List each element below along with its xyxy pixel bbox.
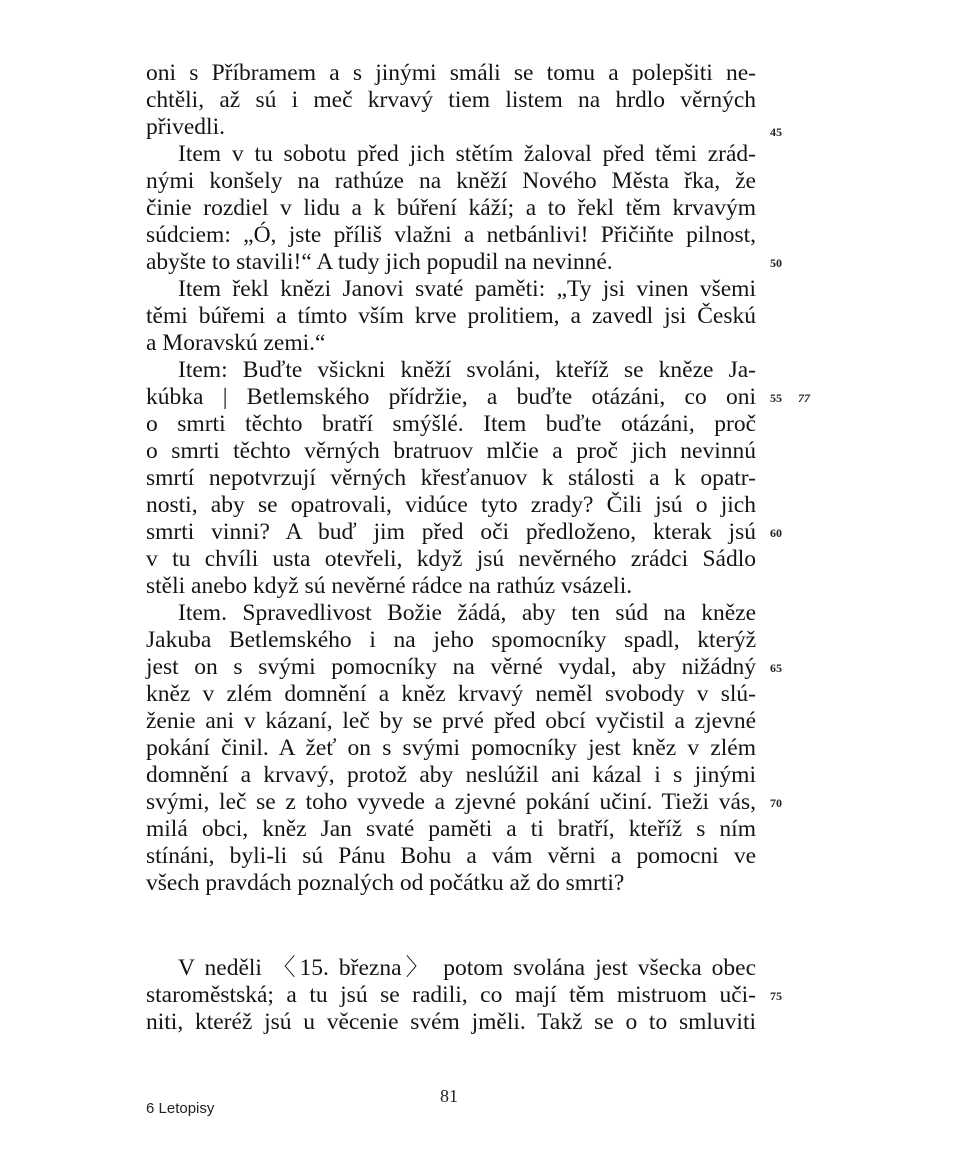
text-line: jest on s svými pomocníky na věrné vydal, aby nižádný [146, 654, 756, 680]
text-line: nosti, aby se opatrovali, vidúce tyto zrady? Čili jsú o jich [146, 492, 756, 518]
text-line: chtěli, až sú i meč krvavý tiem listem na hrdlo věrných [146, 87, 756, 113]
text-line: ženie ani v kázaní, leč by se prvé před obcí vyčistil a zjevné [146, 708, 756, 734]
text-line: těmi búřemi a tímto vším krve prolitiem, a zavedl jsi Českú [146, 303, 756, 329]
text-line: pokání činil. A žeť on s svými pomocníky jest kněz v zlém [146, 735, 756, 761]
margin-line-number: 60 [770, 526, 782, 540]
margin-line-number: 65 [770, 661, 782, 675]
signature-mark: 6 Letopisy [146, 1100, 215, 1117]
text-line: smrti vinni? A buď jim před oči předloženo, kterak jsú [146, 519, 756, 545]
text-line: stěli anebo když sú nevěrné rádce na rathúz vsázeli. [146, 573, 633, 599]
text-line: Item řekl knězi Janovi svaté paměti: „Ty jsi vinen všemi [178, 276, 756, 302]
text-line: súdciem: „Ó, jste příliš vlažni a netbánlivi! Přičiňte pilnost, [146, 222, 756, 248]
text-line: činie rozdiel v lidu a k búření káží; a to řekl těm krvavým [146, 195, 756, 221]
text-line: stínáni, byli-li sú Pánu Bohu a vám věrni a pomocni ve [146, 843, 756, 869]
text-line: kněz v zlém domnění a kněz krvavý neměl svobody v slú- [146, 681, 756, 707]
margin-line-number: 70 [770, 796, 782, 810]
page-number: 81 [440, 1086, 458, 1106]
text-line: a Moravskú zemi.“ [146, 330, 326, 356]
text-line: niti, kteréž jsú u věcenie svém jměli. Takž se o to smluviti [146, 1009, 756, 1035]
margin-line-number: 55 [770, 391, 782, 405]
text-line: nými konšely na rathúze na kněží Nového Města řka, že [146, 168, 756, 194]
text-line: Jakuba Betlemského i na jeho spomocníky spadl, kterýž [146, 627, 756, 653]
text-line: V neděli 〈15. března〉 potom svolána jest všecka obec [178, 955, 756, 981]
margin-line-number: 45 [770, 125, 782, 139]
text-line: domnění a krvavý, protož aby neslúžil ani kázal i s jinými [146, 762, 756, 788]
text-line: abyšte to stavili!“ A tudy jich popudil na nevinné. [146, 249, 613, 275]
text-line: přivedli. [146, 114, 225, 140]
text-line: o smrti těchto věrných bratruov mlčie a proč jich nevinnú [146, 438, 756, 464]
text-line: milá obci, kněz Jan svaté paměti a ti bratří, kteříž s ním [146, 816, 756, 842]
text-line: oni s Příbramem a s jinými smáli se tomu a polepšiti ne- [146, 60, 756, 86]
text-line: Item. Spravedlivost Božie žádá, aby ten súd na kněze [178, 600, 756, 626]
text-line: všech pravdách poznalých od počátku až do smrti? [146, 870, 625, 896]
text-line: v tu chvíli usta otevřeli, když jsú nevěrného zrádci Sádlo [146, 546, 756, 572]
margin-line-number: 75 [770, 989, 782, 1003]
text-line: svými, leč se z toho vyvede a zjevné pokání učiní. Tieži vás, [146, 789, 756, 815]
text-line: Item: Buďte všickni kněží svoláni, kteříž se kněze Ja- [178, 357, 756, 383]
margin-line-number: 50 [770, 256, 782, 270]
text-line: Item v tu sobotu před jich stětím žaloval před těmi zrád- [178, 141, 756, 167]
margin-reference-number: 77 [798, 391, 810, 405]
text-line: smrtí nepotvrzují věrných křesťanuov k stálosti a k opatr- [146, 465, 756, 491]
text-line: kúbka | Betlemského přídržie, a buďte otázáni, co oni [146, 384, 756, 410]
text-line: o smrti těchto bratří smýšlé. Item buďte otázáni, proč [146, 411, 756, 437]
text-line: staroměstská; a tu jsú se radili, co mají těm mistruom uči- [146, 982, 756, 1008]
